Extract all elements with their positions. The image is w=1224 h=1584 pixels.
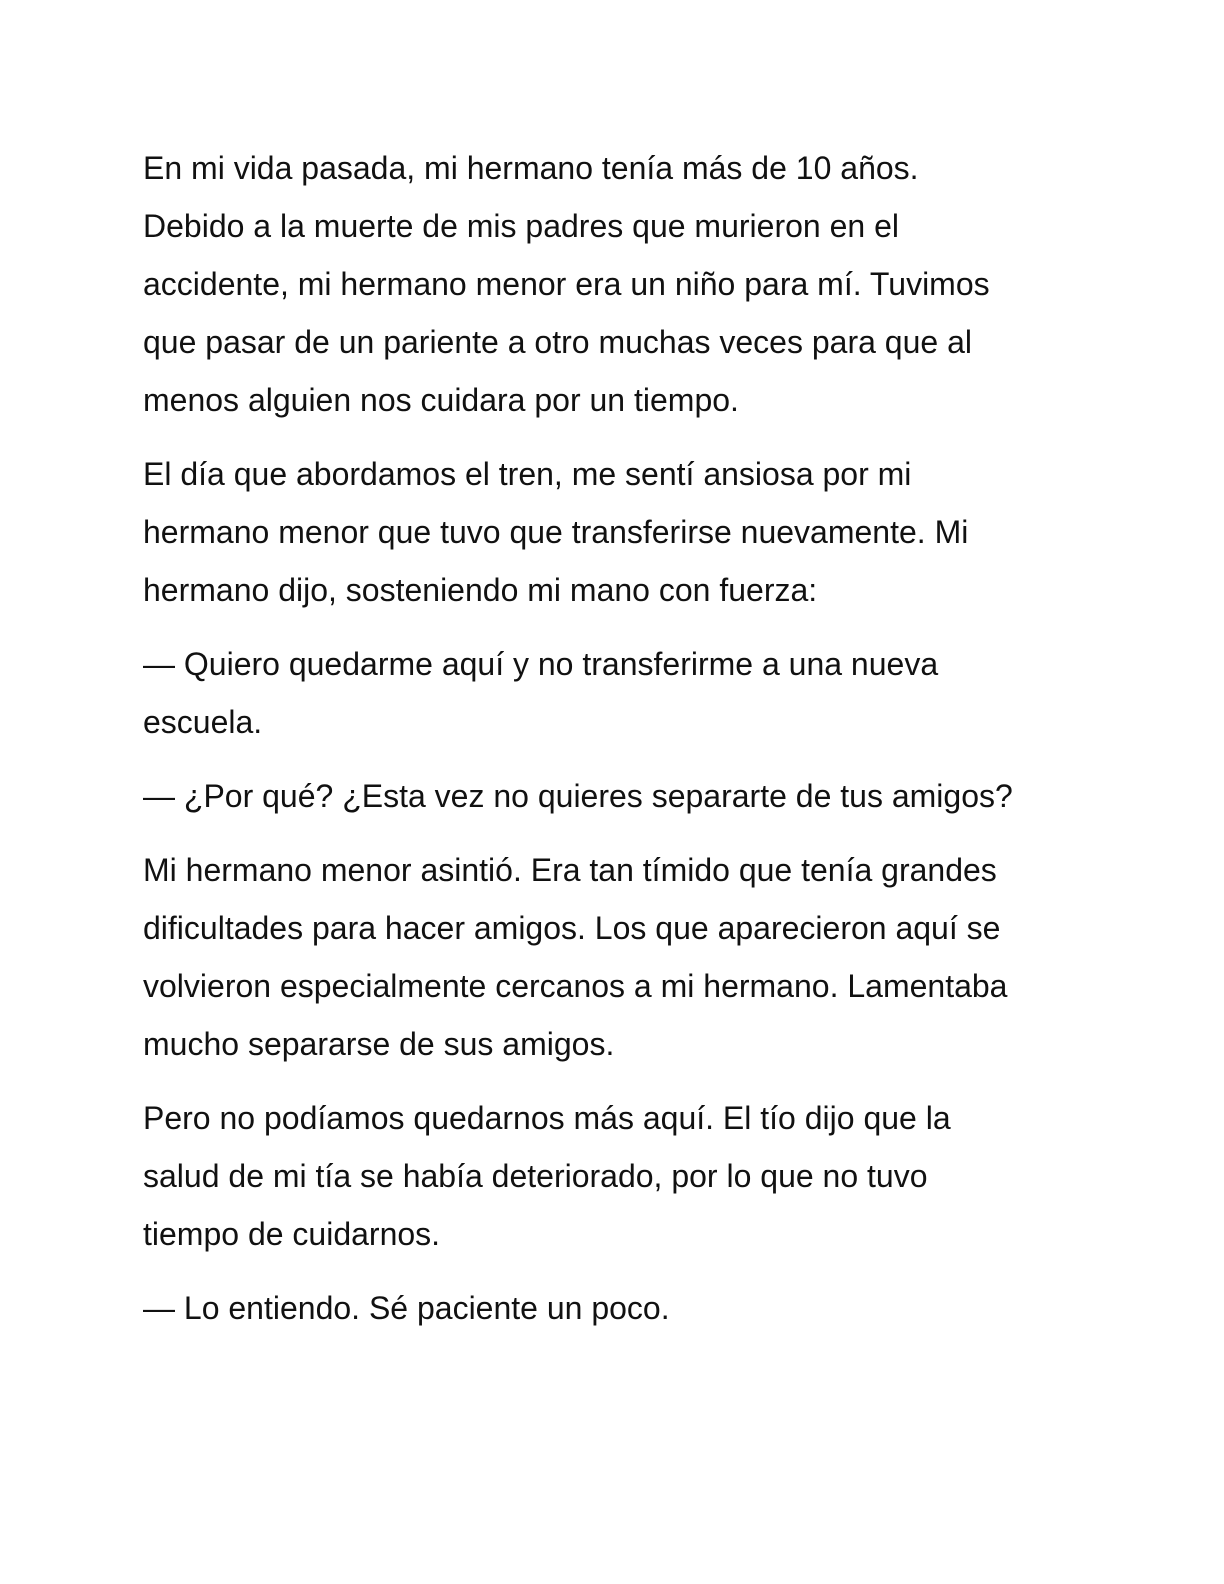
dialogue-1 <box>143 635 1093 751</box>
text-line: — Lo entiendo. Sé paciente un poco. <box>143 1290 670 1326</box>
text-line: mucho separarse de sus amigos. <box>143 1026 615 1062</box>
text-line: hermano menor que tuvo que transferirse nuevamente. Mi <box>143 514 969 550</box>
text-line: En mi vida pasada, mi hermano tenía más de 10 años. <box>143 150 919 186</box>
document-body <box>143 139 1093 1353</box>
dialogue-3 <box>143 1279 1093 1337</box>
text-line: dificultades para hacer amigos. Los que aparecieron aquí se <box>143 910 1001 946</box>
text-line: — Quiero quedarme aquí y no transferirme a una nueva <box>143 646 939 682</box>
text-line: salud de mi tía se había deteriorado, por lo que no tuvo <box>143 1158 928 1194</box>
text-line: que pasar de un pariente a otro muchas veces para que al <box>143 324 972 360</box>
text-line: hermano dijo, sosteniendo mi mano con fuerza: <box>143 572 818 608</box>
paragraph-1 <box>143 139 1093 429</box>
text-line: escuela. <box>143 704 263 740</box>
text-line: Debido a la muerte de mis padres que murieron en el <box>143 208 899 244</box>
text-line: tiempo de cuidarnos. <box>143 1216 441 1252</box>
text-line: volvieron especialmente cercanos a mi hermano. Lamentaba <box>143 968 1008 1004</box>
paragraph-4 <box>143 1089 1093 1263</box>
text-line: accidente, mi hermano menor era un niño para mí. Tuvimos <box>143 266 990 302</box>
paragraph-3 <box>143 841 1093 1073</box>
dialogue-2 <box>143 767 1093 825</box>
paragraph-2 <box>143 445 1093 619</box>
text-line: Pero no podíamos quedarnos más aquí. El tío dijo que la <box>143 1100 951 1136</box>
text-line: — ¿Por qué? ¿Esta vez no quieres separarte de tus amigos? <box>143 778 1013 814</box>
text-line: El día que abordamos el tren, me sentí ansiosa por mi <box>143 456 912 492</box>
text-line: Mi hermano menor asintió. Era tan tímido que tenía grandes <box>143 852 997 888</box>
text-line: menos alguien nos cuidara por un tiempo. <box>143 382 739 418</box>
